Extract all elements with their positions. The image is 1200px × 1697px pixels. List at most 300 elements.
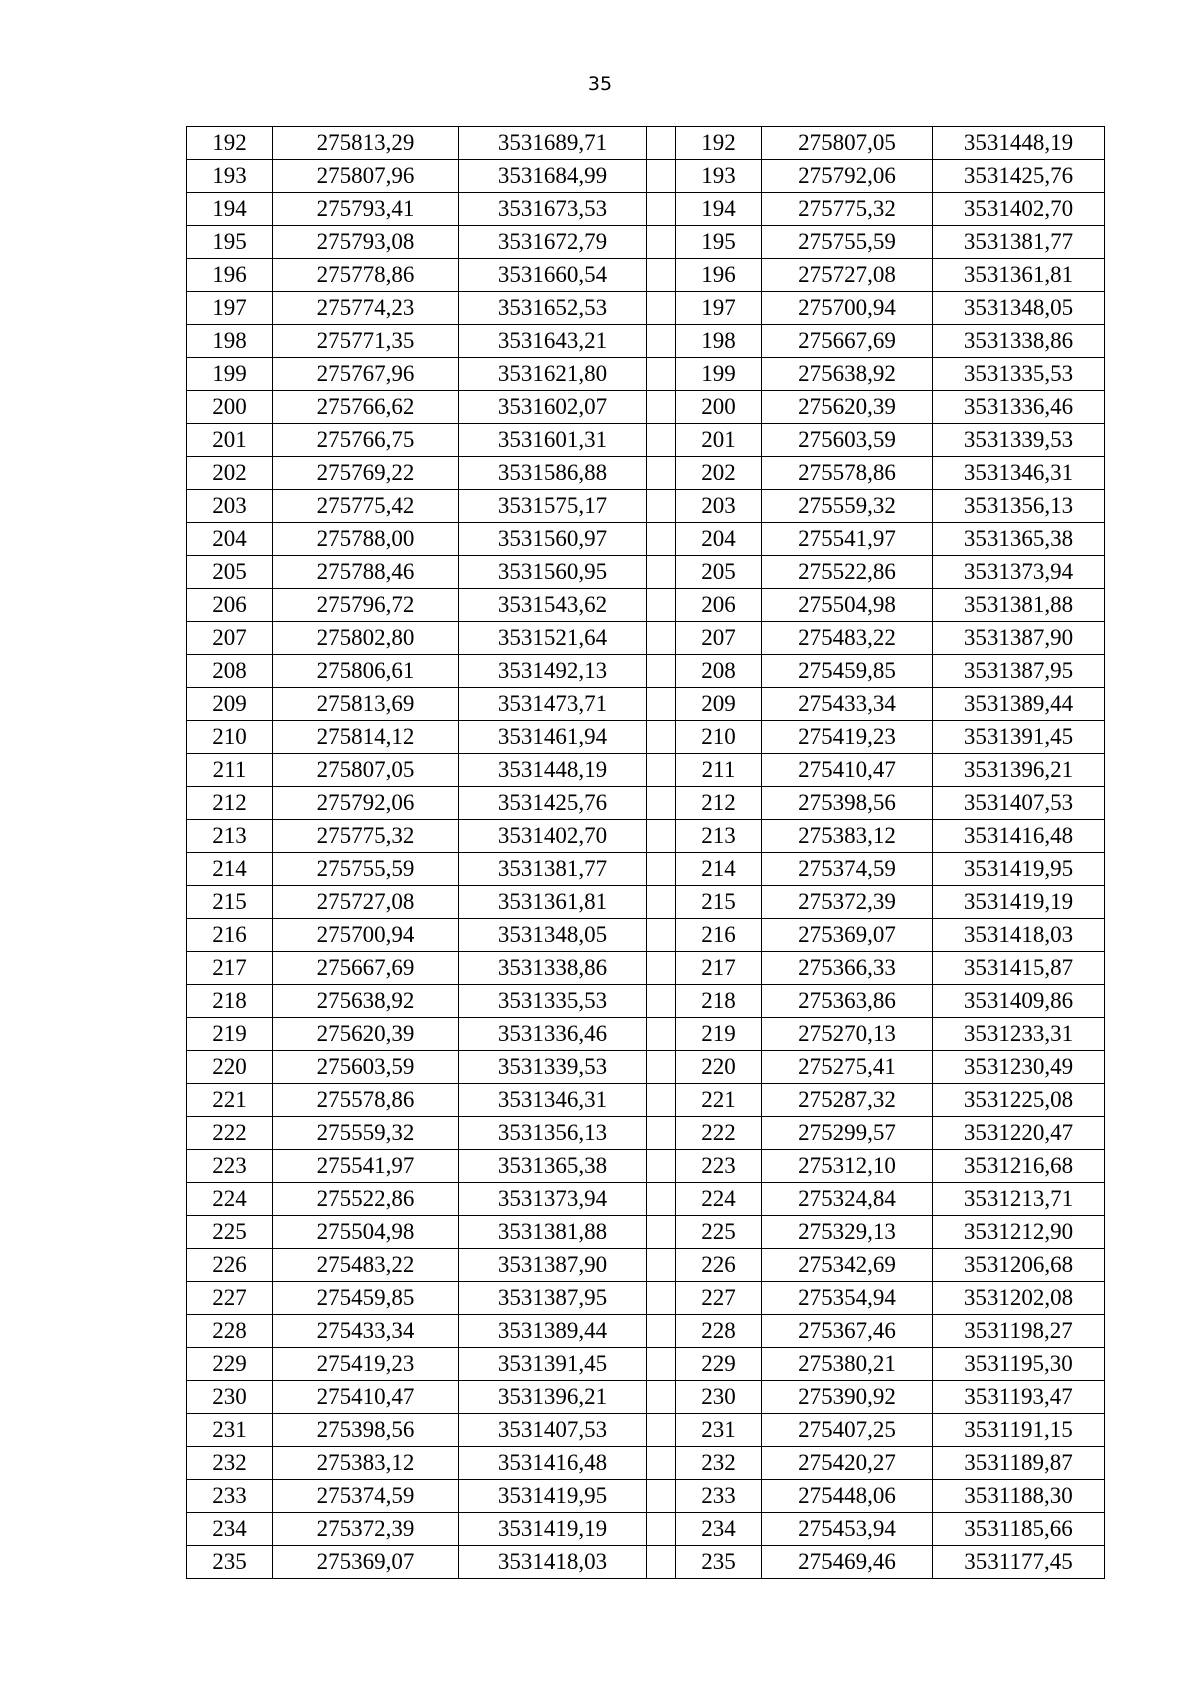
spacer-cell xyxy=(647,754,676,787)
x-coordinate-right: 275270,13 xyxy=(762,1018,933,1051)
table-row xyxy=(187,259,1105,292)
y-coordinate-left: 3531419,95 xyxy=(459,1480,647,1513)
point-number-right: 216 xyxy=(676,919,762,952)
point-number-left: 192 xyxy=(187,127,273,160)
spacer-cell xyxy=(647,490,676,523)
y-coordinate-left: 3531673,53 xyxy=(459,193,647,226)
y-coordinate-right: 3531365,38 xyxy=(933,523,1105,556)
x-coordinate-left: 275433,34 xyxy=(273,1315,459,1348)
y-coordinate-right: 3531381,77 xyxy=(933,226,1105,259)
table-row xyxy=(187,1183,1105,1216)
y-coordinate-left: 3531361,81 xyxy=(459,886,647,919)
point-number-right: 212 xyxy=(676,787,762,820)
y-coordinate-right: 3531416,48 xyxy=(933,820,1105,853)
point-number-right: 232 xyxy=(676,1447,762,1480)
table-row xyxy=(187,919,1105,952)
x-coordinate-left: 275793,08 xyxy=(273,226,459,259)
point-number-left: 196 xyxy=(187,259,273,292)
point-number-right: 206 xyxy=(676,589,762,622)
y-coordinate-right: 3531188,30 xyxy=(933,1480,1105,1513)
x-coordinate-left: 275771,35 xyxy=(273,325,459,358)
x-coordinate-right: 275380,21 xyxy=(762,1348,933,1381)
table-row xyxy=(187,556,1105,589)
point-number-right: 200 xyxy=(676,391,762,424)
y-coordinate-right: 3531191,15 xyxy=(933,1414,1105,1447)
x-coordinate-right: 275603,59 xyxy=(762,424,933,457)
y-coordinate-right: 3531419,19 xyxy=(933,886,1105,919)
spacer-cell xyxy=(647,193,676,226)
y-coordinate-left: 3531348,05 xyxy=(459,919,647,952)
y-coordinate-right: 3531233,31 xyxy=(933,1018,1105,1051)
y-coordinate-right: 3531387,90 xyxy=(933,622,1105,655)
point-number-right: 233 xyxy=(676,1480,762,1513)
point-number-left: 229 xyxy=(187,1348,273,1381)
y-coordinate-left: 3531365,38 xyxy=(459,1150,647,1183)
x-coordinate-left: 275638,92 xyxy=(273,985,459,1018)
y-coordinate-left: 3531373,94 xyxy=(459,1183,647,1216)
spacer-cell xyxy=(647,1513,676,1546)
y-coordinate-left: 3531602,07 xyxy=(459,391,647,424)
y-coordinate-left: 3531396,21 xyxy=(459,1381,647,1414)
table-row xyxy=(187,688,1105,721)
point-number-right: 214 xyxy=(676,853,762,886)
point-number-right: 222 xyxy=(676,1117,762,1150)
spacer-cell xyxy=(647,259,676,292)
y-coordinate-right: 3531356,13 xyxy=(933,490,1105,523)
table-row xyxy=(187,1150,1105,1183)
table-row xyxy=(187,193,1105,226)
x-coordinate-left: 275807,05 xyxy=(273,754,459,787)
x-coordinate-right: 275448,06 xyxy=(762,1480,933,1513)
x-coordinate-left: 275620,39 xyxy=(273,1018,459,1051)
point-number-left: 233 xyxy=(187,1480,273,1513)
point-number-right: 224 xyxy=(676,1183,762,1216)
point-number-left: 234 xyxy=(187,1513,273,1546)
spacer-cell xyxy=(647,1480,676,1513)
y-coordinate-left: 3531643,21 xyxy=(459,325,647,358)
y-coordinate-left: 3531418,03 xyxy=(459,1546,647,1579)
y-coordinate-right: 3531391,45 xyxy=(933,721,1105,754)
x-coordinate-right: 275792,06 xyxy=(762,160,933,193)
point-number-right: 193 xyxy=(676,160,762,193)
spacer-cell xyxy=(647,1216,676,1249)
point-number-left: 201 xyxy=(187,424,273,457)
x-coordinate-left: 275792,06 xyxy=(273,787,459,820)
x-coordinate-right: 275312,10 xyxy=(762,1150,933,1183)
y-coordinate-left: 3531621,80 xyxy=(459,358,647,391)
point-number-right: 195 xyxy=(676,226,762,259)
table-row xyxy=(187,1084,1105,1117)
point-number-right: 215 xyxy=(676,886,762,919)
point-number-left: 232 xyxy=(187,1447,273,1480)
x-coordinate-right: 275469,46 xyxy=(762,1546,933,1579)
table-row xyxy=(187,457,1105,490)
table-row xyxy=(187,853,1105,886)
spacer-cell xyxy=(647,1150,676,1183)
y-coordinate-left: 3531356,13 xyxy=(459,1117,647,1150)
point-number-right: 210 xyxy=(676,721,762,754)
table-row xyxy=(187,325,1105,358)
table-row xyxy=(187,787,1105,820)
table-row xyxy=(187,721,1105,754)
table-row xyxy=(187,1051,1105,1084)
point-number-left: 210 xyxy=(187,721,273,754)
table-row xyxy=(187,589,1105,622)
x-coordinate-left: 275766,75 xyxy=(273,424,459,457)
y-coordinate-right: 3531193,47 xyxy=(933,1381,1105,1414)
point-number-left: 208 xyxy=(187,655,273,688)
point-number-left: 223 xyxy=(187,1150,273,1183)
x-coordinate-right: 275453,94 xyxy=(762,1513,933,1546)
point-number-left: 198 xyxy=(187,325,273,358)
table-row xyxy=(187,820,1105,853)
y-coordinate-left: 3531381,88 xyxy=(459,1216,647,1249)
x-coordinate-left: 275813,69 xyxy=(273,688,459,721)
x-coordinate-left: 275775,42 xyxy=(273,490,459,523)
y-coordinate-right: 3531216,68 xyxy=(933,1150,1105,1183)
point-number-left: 200 xyxy=(187,391,273,424)
table-row xyxy=(187,1216,1105,1249)
point-number-left: 206 xyxy=(187,589,273,622)
point-number-left: 197 xyxy=(187,292,273,325)
spacer-cell xyxy=(647,655,676,688)
y-coordinate-left: 3531461,94 xyxy=(459,721,647,754)
x-coordinate-right: 275755,59 xyxy=(762,226,933,259)
y-coordinate-left: 3531560,97 xyxy=(459,523,647,556)
point-number-left: 216 xyxy=(187,919,273,952)
table-row xyxy=(187,127,1105,160)
spacer-cell xyxy=(647,1315,676,1348)
table-row xyxy=(187,985,1105,1018)
y-coordinate-right: 3531220,47 xyxy=(933,1117,1105,1150)
point-number-left: 204 xyxy=(187,523,273,556)
point-number-left: 217 xyxy=(187,952,273,985)
y-coordinate-right: 3531396,21 xyxy=(933,754,1105,787)
point-number-right: 234 xyxy=(676,1513,762,1546)
point-number-left: 202 xyxy=(187,457,273,490)
spacer-cell xyxy=(647,985,676,1018)
x-coordinate-left: 275459,85 xyxy=(273,1282,459,1315)
y-coordinate-right: 3531230,49 xyxy=(933,1051,1105,1084)
x-coordinate-left: 275778,86 xyxy=(273,259,459,292)
x-coordinate-left: 275766,62 xyxy=(273,391,459,424)
point-number-left: 219 xyxy=(187,1018,273,1051)
x-coordinate-right: 275383,12 xyxy=(762,820,933,853)
point-number-left: 213 xyxy=(187,820,273,853)
y-coordinate-right: 3531339,53 xyxy=(933,424,1105,457)
table-row xyxy=(187,358,1105,391)
x-coordinate-right: 275329,13 xyxy=(762,1216,933,1249)
spacer-cell xyxy=(647,523,676,556)
spacer-cell xyxy=(647,1051,676,1084)
table-row xyxy=(187,1117,1105,1150)
x-coordinate-right: 275367,46 xyxy=(762,1315,933,1348)
point-number-left: 205 xyxy=(187,556,273,589)
page-number: 35 xyxy=(587,73,613,95)
spacer-cell xyxy=(647,787,676,820)
x-coordinate-right: 275807,05 xyxy=(762,127,933,160)
y-coordinate-left: 3531391,45 xyxy=(459,1348,647,1381)
table-row xyxy=(187,1018,1105,1051)
table-row xyxy=(187,292,1105,325)
x-coordinate-right: 275390,92 xyxy=(762,1381,933,1414)
y-coordinate-left: 3531652,53 xyxy=(459,292,647,325)
y-coordinate-left: 3531448,19 xyxy=(459,754,647,787)
point-number-left: 222 xyxy=(187,1117,273,1150)
x-coordinate-right: 275366,33 xyxy=(762,952,933,985)
x-coordinate-left: 275813,29 xyxy=(273,127,459,160)
y-coordinate-right: 3531419,95 xyxy=(933,853,1105,886)
table-row xyxy=(187,1315,1105,1348)
y-coordinate-right: 3531389,44 xyxy=(933,688,1105,721)
x-coordinate-right: 275459,85 xyxy=(762,655,933,688)
x-coordinate-right: 275363,86 xyxy=(762,985,933,1018)
y-coordinate-left: 3531346,31 xyxy=(459,1084,647,1117)
y-coordinate-right: 3531387,95 xyxy=(933,655,1105,688)
y-coordinate-left: 3531689,71 xyxy=(459,127,647,160)
point-number-right: 208 xyxy=(676,655,762,688)
point-number-right: 219 xyxy=(676,1018,762,1051)
table-row xyxy=(187,1480,1105,1513)
y-coordinate-right: 3531373,94 xyxy=(933,556,1105,589)
x-coordinate-right: 275372,39 xyxy=(762,886,933,919)
x-coordinate-left: 275398,56 xyxy=(273,1414,459,1447)
x-coordinate-left: 275802,80 xyxy=(273,622,459,655)
y-coordinate-left: 3531672,79 xyxy=(459,226,647,259)
y-coordinate-left: 3531660,54 xyxy=(459,259,647,292)
y-coordinate-left: 3531402,70 xyxy=(459,820,647,853)
y-coordinate-right: 3531335,53 xyxy=(933,358,1105,391)
y-coordinate-left: 3531339,53 xyxy=(459,1051,647,1084)
point-number-right: 226 xyxy=(676,1249,762,1282)
table-row xyxy=(187,424,1105,457)
y-coordinate-right: 3531425,76 xyxy=(933,160,1105,193)
table-row xyxy=(187,1348,1105,1381)
table-row xyxy=(187,622,1105,655)
point-number-right: 230 xyxy=(676,1381,762,1414)
point-number-right: 197 xyxy=(676,292,762,325)
x-coordinate-left: 275522,86 xyxy=(273,1183,459,1216)
point-number-left: 235 xyxy=(187,1546,273,1579)
x-coordinate-right: 275299,57 xyxy=(762,1117,933,1150)
spacer-cell xyxy=(647,127,676,160)
point-number-right: 194 xyxy=(676,193,762,226)
x-coordinate-right: 275287,32 xyxy=(762,1084,933,1117)
x-coordinate-right: 275410,47 xyxy=(762,754,933,787)
x-coordinate-left: 275541,97 xyxy=(273,1150,459,1183)
x-coordinate-right: 275504,98 xyxy=(762,589,933,622)
spacer-cell xyxy=(647,952,676,985)
x-coordinate-left: 275374,59 xyxy=(273,1480,459,1513)
y-coordinate-right: 3531338,86 xyxy=(933,325,1105,358)
x-coordinate-left: 275788,46 xyxy=(273,556,459,589)
y-coordinate-left: 3531387,90 xyxy=(459,1249,647,1282)
x-coordinate-left: 275774,23 xyxy=(273,292,459,325)
spacer-cell xyxy=(647,589,676,622)
y-coordinate-right: 3531198,27 xyxy=(933,1315,1105,1348)
x-coordinate-left: 275559,32 xyxy=(273,1117,459,1150)
spacer-cell xyxy=(647,1183,676,1216)
spacer-cell xyxy=(647,1249,676,1282)
y-coordinate-right: 3531409,86 xyxy=(933,985,1105,1018)
y-coordinate-right: 3531206,68 xyxy=(933,1249,1105,1282)
y-coordinate-left: 3531389,44 xyxy=(459,1315,647,1348)
spacer-cell xyxy=(647,1117,676,1150)
point-number-left: 203 xyxy=(187,490,273,523)
point-number-right: 202 xyxy=(676,457,762,490)
x-coordinate-right: 275620,39 xyxy=(762,391,933,424)
point-number-right: 205 xyxy=(676,556,762,589)
x-coordinate-right: 275324,84 xyxy=(762,1183,933,1216)
x-coordinate-left: 275775,32 xyxy=(273,820,459,853)
spacer-cell xyxy=(647,292,676,325)
x-coordinate-right: 275775,32 xyxy=(762,193,933,226)
spacer-cell xyxy=(647,358,676,391)
y-coordinate-right: 3531415,87 xyxy=(933,952,1105,985)
x-coordinate-left: 275788,00 xyxy=(273,523,459,556)
table-row xyxy=(187,1249,1105,1282)
table-row xyxy=(187,160,1105,193)
point-number-left: 228 xyxy=(187,1315,273,1348)
y-coordinate-right: 3531402,70 xyxy=(933,193,1105,226)
x-coordinate-right: 275374,59 xyxy=(762,853,933,886)
spacer-cell xyxy=(647,1084,676,1117)
spacer-cell xyxy=(647,622,676,655)
spacer-cell xyxy=(647,1381,676,1414)
y-coordinate-right: 3531225,08 xyxy=(933,1084,1105,1117)
x-coordinate-left: 275700,94 xyxy=(273,919,459,952)
point-number-left: 214 xyxy=(187,853,273,886)
point-number-left: 195 xyxy=(187,226,273,259)
y-coordinate-left: 3531560,95 xyxy=(459,556,647,589)
x-coordinate-right: 275275,41 xyxy=(762,1051,933,1084)
y-coordinate-left: 3531425,76 xyxy=(459,787,647,820)
point-number-right: 217 xyxy=(676,952,762,985)
point-number-right: 223 xyxy=(676,1150,762,1183)
y-coordinate-left: 3531407,53 xyxy=(459,1414,647,1447)
spacer-cell xyxy=(647,1546,676,1579)
y-coordinate-right: 3531202,08 xyxy=(933,1282,1105,1315)
point-number-right: 199 xyxy=(676,358,762,391)
x-coordinate-right: 275638,92 xyxy=(762,358,933,391)
x-coordinate-right: 275578,86 xyxy=(762,457,933,490)
spacer-cell xyxy=(647,556,676,589)
point-number-left: 225 xyxy=(187,1216,273,1249)
x-coordinate-right: 275398,56 xyxy=(762,787,933,820)
y-coordinate-left: 3531601,31 xyxy=(459,424,647,457)
table-row xyxy=(187,1546,1105,1579)
y-coordinate-right: 3531418,03 xyxy=(933,919,1105,952)
y-coordinate-left: 3531684,99 xyxy=(459,160,647,193)
x-coordinate-right: 275419,23 xyxy=(762,721,933,754)
point-number-right: 220 xyxy=(676,1051,762,1084)
point-number-left: 220 xyxy=(187,1051,273,1084)
point-number-right: 207 xyxy=(676,622,762,655)
x-coordinate-left: 275793,41 xyxy=(273,193,459,226)
x-coordinate-right: 275354,94 xyxy=(762,1282,933,1315)
y-coordinate-right: 3531189,87 xyxy=(933,1447,1105,1480)
y-coordinate-left: 3531387,95 xyxy=(459,1282,647,1315)
point-number-right: 218 xyxy=(676,985,762,1018)
point-number-left: 199 xyxy=(187,358,273,391)
point-number-right: 196 xyxy=(676,259,762,292)
spacer-cell xyxy=(647,820,676,853)
table-row xyxy=(187,490,1105,523)
x-coordinate-right: 275700,94 xyxy=(762,292,933,325)
x-coordinate-left: 275383,12 xyxy=(273,1447,459,1480)
y-coordinate-left: 3531419,19 xyxy=(459,1513,647,1546)
table-row xyxy=(187,886,1105,919)
x-coordinate-left: 275369,07 xyxy=(273,1546,459,1579)
y-coordinate-right: 3531212,90 xyxy=(933,1216,1105,1249)
table-row xyxy=(187,391,1105,424)
point-number-right: 204 xyxy=(676,523,762,556)
point-number-left: 226 xyxy=(187,1249,273,1282)
table-row xyxy=(187,1381,1105,1414)
point-number-left: 224 xyxy=(187,1183,273,1216)
spacer-cell xyxy=(647,160,676,193)
spacer-cell xyxy=(647,853,676,886)
spacer-cell xyxy=(647,688,676,721)
point-number-left: 212 xyxy=(187,787,273,820)
spacer-cell xyxy=(647,424,676,457)
point-number-left: 194 xyxy=(187,193,273,226)
spacer-cell xyxy=(647,1018,676,1051)
y-coordinate-left: 3531381,77 xyxy=(459,853,647,886)
y-coordinate-left: 3531521,64 xyxy=(459,622,647,655)
y-coordinate-right: 3531185,66 xyxy=(933,1513,1105,1546)
x-coordinate-right: 275369,07 xyxy=(762,919,933,952)
x-coordinate-left: 275603,59 xyxy=(273,1051,459,1084)
y-coordinate-right: 3531361,81 xyxy=(933,259,1105,292)
spacer-cell xyxy=(647,1348,676,1381)
table-row xyxy=(187,1513,1105,1546)
table-row xyxy=(187,1282,1105,1315)
y-coordinate-right: 3531336,46 xyxy=(933,391,1105,424)
x-coordinate-left: 275483,22 xyxy=(273,1249,459,1282)
x-coordinate-left: 275796,72 xyxy=(273,589,459,622)
point-number-right: 231 xyxy=(676,1414,762,1447)
point-number-left: 209 xyxy=(187,688,273,721)
x-coordinate-right: 275433,34 xyxy=(762,688,933,721)
y-coordinate-right: 3531195,30 xyxy=(933,1348,1105,1381)
y-coordinate-left: 3531586,88 xyxy=(459,457,647,490)
y-coordinate-right: 3531448,19 xyxy=(933,127,1105,160)
x-coordinate-right: 275667,69 xyxy=(762,325,933,358)
point-number-left: 215 xyxy=(187,886,273,919)
y-coordinate-left: 3531543,62 xyxy=(459,589,647,622)
point-number-left: 230 xyxy=(187,1381,273,1414)
point-number-left: 227 xyxy=(187,1282,273,1315)
y-coordinate-left: 3531416,48 xyxy=(459,1447,647,1480)
x-coordinate-left: 275578,86 xyxy=(273,1084,459,1117)
y-coordinate-left: 3531338,86 xyxy=(459,952,647,985)
y-coordinate-right: 3531407,53 xyxy=(933,787,1105,820)
spacer-cell xyxy=(647,226,676,259)
x-coordinate-left: 275372,39 xyxy=(273,1513,459,1546)
y-coordinate-right: 3531346,31 xyxy=(933,457,1105,490)
spacer-cell xyxy=(647,391,676,424)
x-coordinate-left: 275814,12 xyxy=(273,721,459,754)
point-number-right: 201 xyxy=(676,424,762,457)
table-row xyxy=(187,523,1105,556)
x-coordinate-left: 275727,08 xyxy=(273,886,459,919)
table-row xyxy=(187,1447,1105,1480)
y-coordinate-left: 3531492,13 xyxy=(459,655,647,688)
point-number-right: 203 xyxy=(676,490,762,523)
spacer-cell xyxy=(647,886,676,919)
point-number-right: 229 xyxy=(676,1348,762,1381)
